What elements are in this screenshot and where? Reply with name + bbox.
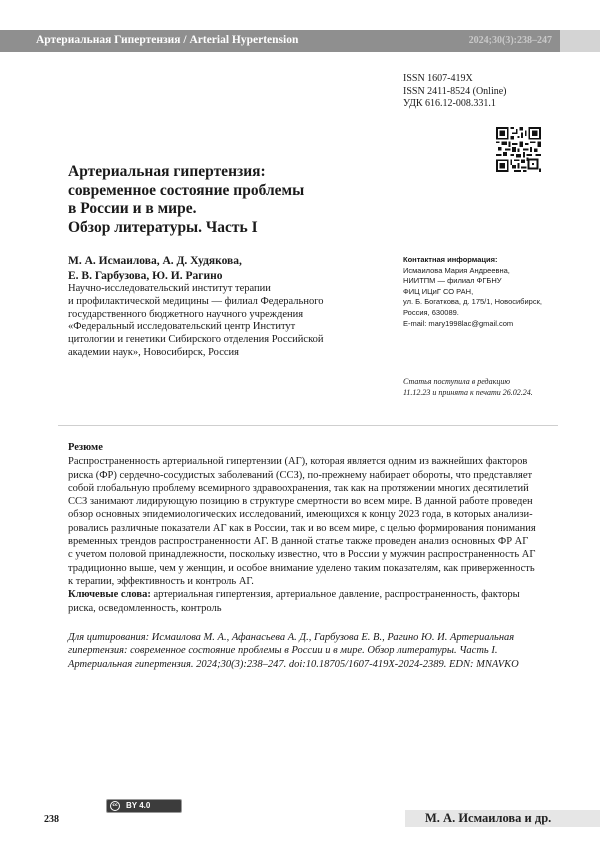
running-footer [405, 810, 600, 827]
contact-line: Россия, 630089. [403, 307, 459, 317]
affiliation-line: государственного бюджетного научного учреждения [68, 308, 304, 320]
running-author: М. А. Исмаилова и др. [425, 811, 552, 825]
abstract-line: Распространенность артериальной гипертензии (АГ), которая является одним из важнейших факторов [68, 456, 528, 468]
issue-pages: 2024;30(3):238–247 [468, 35, 552, 46]
affiliation-line: и профилактической медицины — филиал Федерального [68, 295, 324, 307]
header-accent [560, 30, 600, 52]
keywords-text: риска, осведомленность, контроль [68, 602, 222, 614]
authors-line: Е. В. Гарбузова, Ю. И. Рагино [68, 269, 223, 282]
title-line: Артериальная гипертензия: [68, 163, 266, 180]
title-line: Обзор литературы. Часть I [68, 218, 258, 236]
received-line: 11.12.23 и принята к печати 26.02.24. [403, 387, 533, 397]
abstract-heading: Резюме [68, 442, 103, 453]
license-label: BY 4.0 [126, 801, 151, 810]
citation [68, 631, 548, 671]
abstract [68, 441, 548, 615]
abstract-line: собой глобальную проблему всемирного здравоохранения, так как на протяжении многих десятилетий [68, 482, 529, 494]
contact-line: Исмаилова Мария Андреевна, [403, 265, 510, 275]
running-header [0, 30, 600, 52]
abstract-line: с учетом половой принадлежности, поскольку известно, что в России у мужчин распространенность АГ [68, 549, 536, 561]
citation-line: гипертензия: современное состояние проблемы в России и в мире. Обзор литературы. Часть I. [68, 645, 498, 657]
udc-code: УДК 616.12-008.331.1 [403, 98, 496, 109]
title-line: современное состояние проблемы [68, 181, 305, 199]
citation-line: Артериальная гипертензия. 2024;30(3):238–247. doi:10.18705/1607-419X-2024-2389. EDN: MNAVKO [68, 658, 519, 670]
affiliation-line: цитологии и генетики Сибирского отделения Российской [68, 334, 324, 346]
received-note [403, 377, 573, 398]
page-number: 238 [44, 814, 59, 825]
affiliation-line: Научно-исследовательский институт терапии [68, 283, 271, 294]
issn-online: ISSN 2411-8524 (Online) [403, 85, 507, 97]
abstract-line: ровались различные показатели АГ как в России, так и во всем мире, с целью формирования понимания [68, 522, 536, 534]
contact-line: ул. Б. Богаткова, д. 175/1, Новосибирск, [403, 297, 542, 307]
title-line: в России и в мире. [68, 200, 197, 217]
section-divider [58, 425, 558, 426]
contact-line: ФИЦ ИЦиГ СО РАН, [403, 286, 474, 296]
authors [68, 254, 388, 283]
affiliation-line: «Федеральный исследовательский центр Институт [68, 321, 296, 333]
keywords-text: артериальная гипертензия, артериальное давление, распространенность, факторы [150, 589, 520, 601]
cc-license-badge[interactable] [106, 799, 182, 813]
abstract-line: ССЗ занимают лидирующую позицию в структуре смертности во всем мире. В данной работе проведен [68, 496, 533, 508]
affiliation-line: академии наук», Новосибирск, Россия [68, 346, 239, 358]
qr-code-icon [496, 127, 541, 172]
contact-info [403, 255, 573, 329]
received-line: Статья поступила в редакцию [403, 377, 510, 386]
contact-title: Контактная информация: [403, 255, 498, 264]
abstract-line: к терапии, эффективность и контроль АГ. [68, 575, 254, 587]
contact-line: НИИТПМ — филиал ФГБНУ [403, 276, 502, 286]
contact-email: E-mail: mary1998lac@gmail.com [403, 318, 514, 328]
article-title [68, 163, 368, 237]
abstract-line: обзор основных эпидемиологических исследований, имеющихся к концу 2023 года, в которых анализи- [68, 509, 533, 521]
journal-title: Артериальная Гипертензия / Arterial Hypertension [36, 34, 299, 46]
affiliation [68, 283, 368, 360]
keywords [68, 588, 548, 601]
abstract-line: временных трендов распространенности АГ. В данной статье также проведен анализ основных ФР АГ [68, 536, 529, 548]
citation-line: Для цитирования: Исмаилова М. А., Афанасьева А. Д., Гарбузова Е. В., Рагино Ю. И. Артериальная [68, 632, 515, 643]
keywords-label: Ключевые слова: [68, 589, 151, 601]
issn-print: ISSN 1607-419X [403, 73, 473, 84]
abstract-line: риска (ФР) сердечно-сосудистых заболеваний (ССЗ), по-прежнему набирает обороты, что представляет [68, 469, 533, 481]
abstract-line: традиционно выше, чем у женщин, и особое внимание уделено таким показателям, как приверженность [68, 562, 535, 574]
authors-line: М. А. Исмаилова, А. Д. Худякова, [68, 255, 242, 267]
creative-commons-icon: cc [110, 801, 120, 811]
identifiers-block [403, 73, 507, 111]
